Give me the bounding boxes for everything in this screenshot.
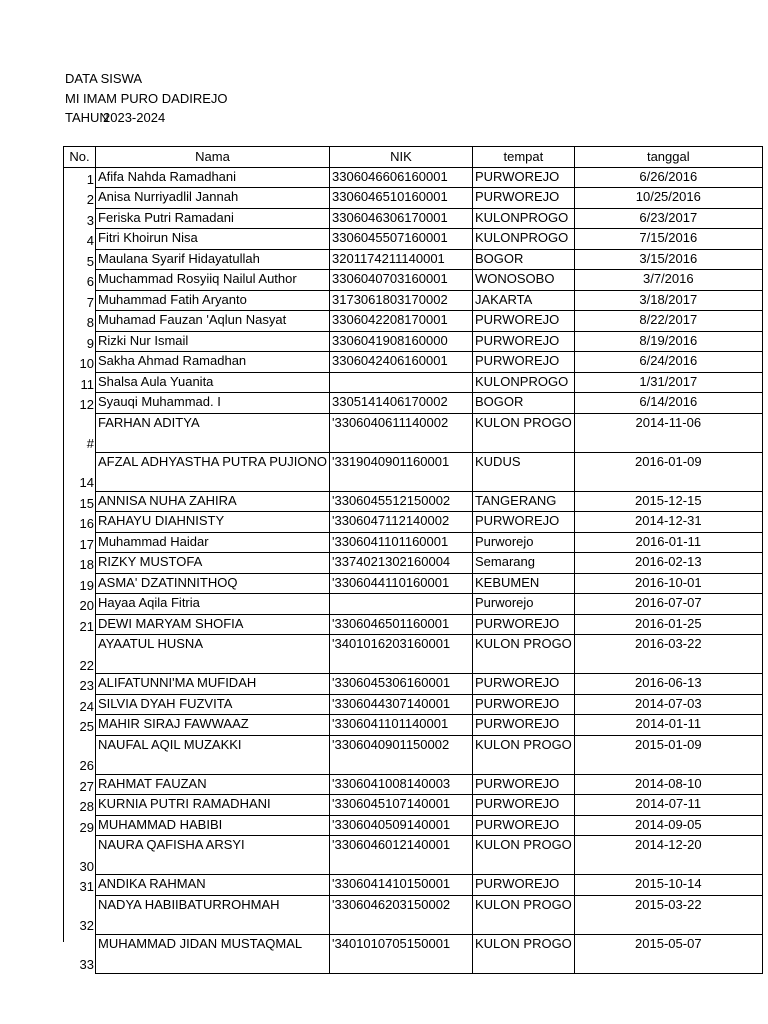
birth-place: PURWOREJO <box>473 167 575 188</box>
column-header-tanggal: tanggal <box>574 147 762 168</box>
row-number: 14 <box>64 452 96 491</box>
row-number: 9 <box>64 331 96 352</box>
student-name: SILVIA DYAH FUZVITA <box>96 694 330 715</box>
student-nik: '3319040901160001 <box>330 452 473 491</box>
birth-place: KULONPROGO <box>473 208 575 229</box>
student-nik: 3306042406160001 <box>330 352 473 373</box>
birth-date: 2016-06-13 <box>574 674 762 695</box>
student-name: MUHAMMAD JIDAN MUSTAQMAL <box>96 934 330 973</box>
row-number: 15 <box>64 491 96 512</box>
table-row <box>64 290 763 311</box>
birth-date: 2014-09-05 <box>574 815 762 836</box>
student-name: RAHAYU DIAHNISTY <box>96 512 330 533</box>
table-row <box>64 331 763 352</box>
student-name: ANNISA NUHA ZAHIRA <box>96 491 330 512</box>
student-name: Muhammad Haidar <box>96 532 330 553</box>
year-value: 2023-2024 <box>103 110 166 125</box>
birth-place: KULON PROGO <box>473 635 575 674</box>
birth-place: KUDUS <box>473 452 575 491</box>
row-number: 26 <box>64 735 96 774</box>
table-row <box>64 836 763 875</box>
birth-place: PURWOREJO <box>473 674 575 695</box>
student-nik: '3306047112140002 <box>330 512 473 533</box>
student-name: ASMA' DZATINNITHOQ <box>96 573 330 594</box>
table-row <box>64 249 763 270</box>
table-row <box>64 491 763 512</box>
birth-place: JAKARTA <box>473 290 575 311</box>
birth-place: PURWOREJO <box>473 815 575 836</box>
birth-date: 2016-01-09 <box>574 452 762 491</box>
student-name: NADYA HABIIBATURROHMAH <box>96 895 330 934</box>
student-nik: '3401010705150001 <box>330 934 473 973</box>
table-row <box>64 934 763 973</box>
birth-date: 2015-01-09 <box>574 735 762 774</box>
row-number: 16 <box>64 512 96 533</box>
student-name: Muchammad Rosyiiq Nailul Author <box>96 270 330 291</box>
table-row <box>64 532 763 553</box>
column-header-no: No. <box>64 147 96 168</box>
birth-date: 2014-08-10 <box>574 774 762 795</box>
student-name: NAURA QAFISHA ARSYI <box>96 836 330 875</box>
birth-place: PURWOREJO <box>473 311 575 332</box>
student-nik: 3305141406170002 <box>330 393 473 414</box>
student-nik: '3306046203150002 <box>330 895 473 934</box>
student-name: MAHIR SIRAJ FAWWAAZ <box>96 715 330 736</box>
column-header-nik: NIK <box>330 147 473 168</box>
student-name: RAHMAT FAUZAN <box>96 774 330 795</box>
row-number: # <box>64 413 96 452</box>
student-name: Muhamad Fauzan 'Aqlun Nasyat <box>96 311 330 332</box>
row-number: 24 <box>64 694 96 715</box>
row-number: 20 <box>64 594 96 615</box>
table-row <box>64 553 763 574</box>
birth-place: PURWOREJO <box>473 774 575 795</box>
row-number: 1 <box>64 167 96 188</box>
birth-place: KULON PROGO <box>473 413 575 452</box>
column-header-nama: Nama <box>96 147 330 168</box>
student-nik: '3306046501160001 <box>330 614 473 635</box>
column-header-tempat: tempat <box>473 147 575 168</box>
table-row <box>64 270 763 291</box>
birth-place: Semarang <box>473 553 575 574</box>
birth-date: 2016-03-22 <box>574 635 762 674</box>
table-row <box>64 694 763 715</box>
student-nik: '3306046012140001 <box>330 836 473 875</box>
birth-date: 6/26/2016 <box>574 167 762 188</box>
row-number: 4 <box>64 229 96 250</box>
row-number: 7 <box>64 290 96 311</box>
table-row <box>64 188 763 209</box>
birth-place: PURWOREJO <box>473 715 575 736</box>
table-row <box>64 815 763 836</box>
table-row <box>64 635 763 674</box>
row-number: 19 <box>64 573 96 594</box>
student-name: Anisa Nurriyadlil Jannah <box>96 188 330 209</box>
birth-date: 2014-07-03 <box>574 694 762 715</box>
row-number: 11 <box>64 372 96 393</box>
row-number: 25 <box>64 715 96 736</box>
document-header <box>65 69 265 128</box>
student-name: Hayaa Aqila Fitria <box>96 594 330 615</box>
table-row <box>64 875 763 896</box>
table-row <box>64 614 763 635</box>
birth-date: 10/25/2016 <box>574 188 762 209</box>
birth-place: BOGOR <box>473 393 575 414</box>
birth-place: PURWOREJO <box>473 875 575 896</box>
row-number: 21 <box>64 614 96 635</box>
birth-date: 3/18/2017 <box>574 290 762 311</box>
table-header-row <box>64 147 763 168</box>
table-row <box>64 352 763 373</box>
table-row <box>64 311 763 332</box>
document-title: DATA SISWA <box>65 71 143 86</box>
row-number: 22 <box>64 635 96 674</box>
row-number: 3 <box>64 208 96 229</box>
row-number: 18 <box>64 553 96 574</box>
student-name: Sakha Ahmad Ramadhan <box>96 352 330 373</box>
table-row <box>64 452 763 491</box>
student-nik: 3306046510160001 <box>330 188 473 209</box>
birth-place: PURWOREJO <box>473 352 575 373</box>
row-number: 31 <box>64 875 96 896</box>
student-nik: '3374021302160004 <box>330 553 473 574</box>
row-number: 29 <box>64 815 96 836</box>
student-nik: 3306040703160001 <box>330 270 473 291</box>
student-name: MUHAMMAD HABIBI <box>96 815 330 836</box>
table-row <box>64 167 763 188</box>
row-number: 17 <box>64 532 96 553</box>
student-nik: 3306045507160001 <box>330 229 473 250</box>
student-name: Syauqi Muhammad. I <box>96 393 330 414</box>
student-nik: 3306041908160000 <box>330 331 473 352</box>
birth-date: 3/15/2016 <box>574 249 762 270</box>
row-number: 5 <box>64 249 96 270</box>
student-nik: '3306041101140001 <box>330 715 473 736</box>
table-row <box>64 393 763 414</box>
row-number: 10 <box>64 352 96 373</box>
student-nik: 3306046306170001 <box>330 208 473 229</box>
table-row <box>64 594 763 615</box>
birth-place: PURWOREJO <box>473 331 575 352</box>
student-name: AYAATUL HUSNA <box>96 635 330 674</box>
birth-date: 6/23/2017 <box>574 208 762 229</box>
birth-date: 2016-10-01 <box>574 573 762 594</box>
birth-date: 2014-07-11 <box>574 795 762 816</box>
birth-date: 2016-01-11 <box>574 532 762 553</box>
student-name: FARHAN ADITYA <box>96 413 330 452</box>
student-nik: 3306042208170001 <box>330 311 473 332</box>
birth-place: PURWOREJO <box>473 694 575 715</box>
row-number: 2 <box>64 188 96 209</box>
birth-date: 2015-12-15 <box>574 491 762 512</box>
birth-date: 1/31/2017 <box>574 372 762 393</box>
table-row <box>64 735 763 774</box>
student-nik: '3306040901150002 <box>330 735 473 774</box>
table-row <box>64 573 763 594</box>
student-nik: '3306045107140001 <box>330 795 473 816</box>
student-nik: 3201174211140001 <box>330 249 473 270</box>
birth-date: 2015-10-14 <box>574 875 762 896</box>
student-nik: '3306044110160001 <box>330 573 473 594</box>
student-nik <box>330 594 473 615</box>
table-row <box>64 674 763 695</box>
row-number: 23 <box>64 674 96 695</box>
row-number: 30 <box>64 836 96 875</box>
student-nik: '3306045306160001 <box>330 674 473 695</box>
student-name: Afifa Nahda Ramadhani <box>96 167 330 188</box>
birth-date: 2015-03-22 <box>574 895 762 934</box>
student-nik: 3306046606160001 <box>330 167 473 188</box>
student-name: RIZKY MUSTOFA <box>96 553 330 574</box>
student-name: ANDIKA RAHMAN <box>96 875 330 896</box>
birth-date: 2014-12-31 <box>574 512 762 533</box>
birth-place: PURWOREJO <box>473 188 575 209</box>
birth-place: Purworejo <box>473 532 575 553</box>
table-row <box>64 774 763 795</box>
student-name: NAUFAL AQIL MUZAKKI <box>96 735 330 774</box>
student-name: AFZAL ADHYASTHA PUTRA PUJIONO <box>96 452 330 491</box>
table-row <box>64 795 763 816</box>
table-row <box>64 895 763 934</box>
student-nik: '3401016203160001 <box>330 635 473 674</box>
birth-date: 3/7/2016 <box>574 270 762 291</box>
birth-date: 2014-12-20 <box>574 836 762 875</box>
birth-date: 6/14/2016 <box>574 393 762 414</box>
birth-date: 6/24/2016 <box>574 352 762 373</box>
birth-date: 2016-02-13 <box>574 553 762 574</box>
student-nik: '3306041101160001 <box>330 532 473 553</box>
row-number: 33 <box>64 934 96 973</box>
birth-date: 8/22/2017 <box>574 311 762 332</box>
student-nik <box>330 372 473 393</box>
birth-place: KULON PROGO <box>473 934 575 973</box>
row-number: 32 <box>64 895 96 934</box>
table-row <box>64 208 763 229</box>
student-name: Shalsa Aula Yuanita <box>96 372 330 393</box>
birth-place: KULONPROGO <box>473 229 575 250</box>
birth-place: KULON PROGO <box>473 735 575 774</box>
table-row <box>64 372 763 393</box>
year-label: TAHUN <box>65 110 109 125</box>
table-row <box>64 512 763 533</box>
student-nik: '3306041410150001 <box>330 875 473 896</box>
student-nik: '3306044307140001 <box>330 694 473 715</box>
student-nik: '3306040509140001 <box>330 815 473 836</box>
student-name: Feriska Putri Ramadani <box>96 208 330 229</box>
student-nik: '3306040611140002 <box>330 413 473 452</box>
row-number: 28 <box>64 795 96 816</box>
birth-place: KULON PROGO <box>473 836 575 875</box>
student-nik: 3173061803170002 <box>330 290 473 311</box>
student-table <box>63 146 763 974</box>
birth-place: WONOSOBO <box>473 270 575 291</box>
student-name: Muhammad Fatih Aryanto <box>96 290 330 311</box>
row-number: 6 <box>64 270 96 291</box>
student-name: Maulana Syarif Hidayatullah <box>96 249 330 270</box>
student-nik: '3306045512150002 <box>330 491 473 512</box>
student-nik: '3306041008140003 <box>330 774 473 795</box>
student-name: ALIFATUNNI'MA MUFIDAH <box>96 674 330 695</box>
student-name: KURNIA PUTRI RAMADHANI <box>96 795 330 816</box>
birth-place: PURWOREJO <box>473 512 575 533</box>
birth-place: PURWOREJO <box>473 614 575 635</box>
student-name: Fitri Khoirun Nisa <box>96 229 330 250</box>
birth-date: 2016-01-25 <box>574 614 762 635</box>
birth-place: KULON PROGO <box>473 895 575 934</box>
birth-place: BOGOR <box>473 249 575 270</box>
table-row <box>64 413 763 452</box>
birth-place: KEBUMEN <box>473 573 575 594</box>
row-number: 8 <box>64 311 96 332</box>
birth-place: TANGERANG <box>473 491 575 512</box>
birth-place: PURWOREJO <box>473 795 575 816</box>
birth-date: 2016-07-07 <box>574 594 762 615</box>
birth-date: 7/15/2016 <box>574 229 762 250</box>
school-year <box>65 108 265 128</box>
birth-place: Purworejo <box>473 594 575 615</box>
table-row <box>64 229 763 250</box>
birth-place: KULONPROGO <box>473 372 575 393</box>
table-row <box>64 715 763 736</box>
birth-date: 8/19/2016 <box>574 331 762 352</box>
birth-date: 2015-05-07 <box>574 934 762 973</box>
birth-date: 2014-11-06 <box>574 413 762 452</box>
student-name: Rizki Nur Ismail <box>96 331 330 352</box>
school-name: MI IMAM PURO DADIREJO <box>65 90 228 106</box>
birth-date: 2014-01-11 <box>574 715 762 736</box>
row-number: 27 <box>64 774 96 795</box>
row-number: 12 <box>64 393 96 414</box>
student-name: DEWI MARYAM SHOFIA <box>96 614 330 635</box>
